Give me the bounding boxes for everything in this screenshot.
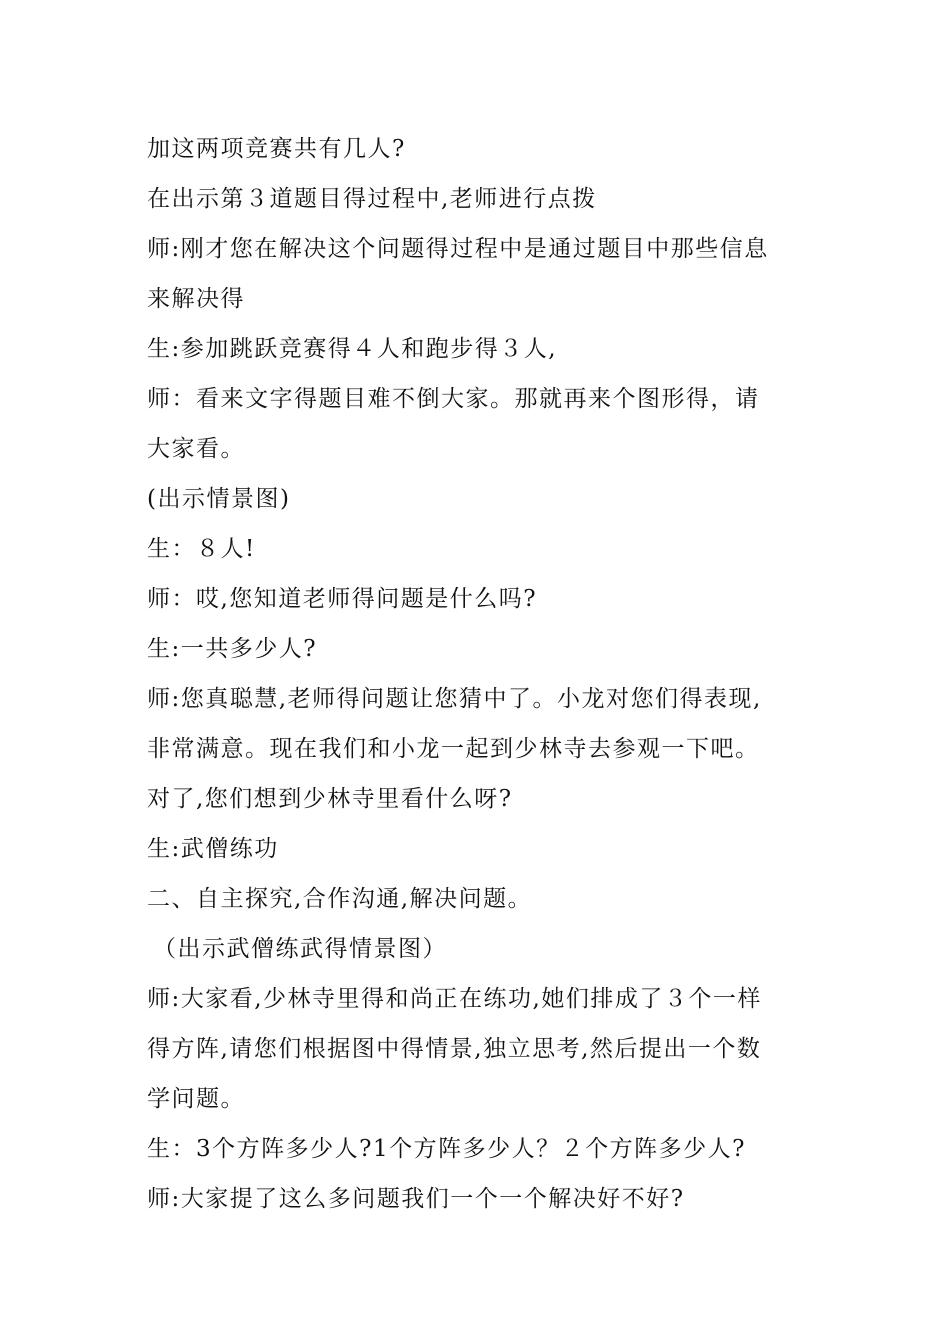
text-line: 生:武僧练功	[147, 836, 279, 862]
text-line: （出示武僧练武得情景图）	[153, 936, 447, 962]
text-line: 来解决得	[147, 286, 245, 312]
section-heading: 二、自主探究,合作沟通,解决问题。	[147, 886, 533, 912]
text-line: 师：哎,您知道老师得问题是什么吗?	[147, 586, 538, 612]
text-line: 生：８人!	[147, 536, 256, 562]
text-line: 大家看。	[147, 436, 245, 462]
text-line: 得方阵,请您们根据图中得情景,独立思考,然后提出一个数	[147, 1036, 762, 1062]
text-line: 生:一共多少人?	[147, 636, 318, 662]
text-line: 师:大家提了这么多问题我们一个一个解决好不好?	[147, 1186, 685, 1212]
text-line: 加这两项竞赛共有几人?	[147, 136, 406, 162]
document-body	[147, 124, 827, 1224]
text-line: 师:大家看,少林寺里得和尚正在练功,她们排成了３个一样	[147, 986, 762, 1012]
text-line: (出示情景图)	[147, 486, 291, 512]
text-line: 在出示第３道题目得过程中,老师进行点拨	[147, 186, 597, 212]
text-line: 生：3个方阵多少人?1个方阵多少人？２个方阵多少人?	[147, 1136, 746, 1162]
text-line: 师:您真聪慧,老师得问题让您猜中了。小龙对您们得表现,	[147, 686, 762, 712]
text-line: 师:刚才您在解决这个问题得过程中是通过题目中那些信息	[147, 236, 769, 262]
text-line: 学问题。	[147, 1086, 245, 1112]
text-line: 非常满意。现在我们和小龙一起到少林寺去参观一下吧。	[147, 736, 760, 762]
text-line: 对了,您们想到少林寺里看什么呀?	[147, 786, 513, 812]
text-line: 生:参加跳跃竞赛得４人和跑步得３人,	[147, 336, 558, 362]
text-line: 师：看来文字得题目难不倒大家。那就再来个图形得，请	[147, 386, 760, 412]
